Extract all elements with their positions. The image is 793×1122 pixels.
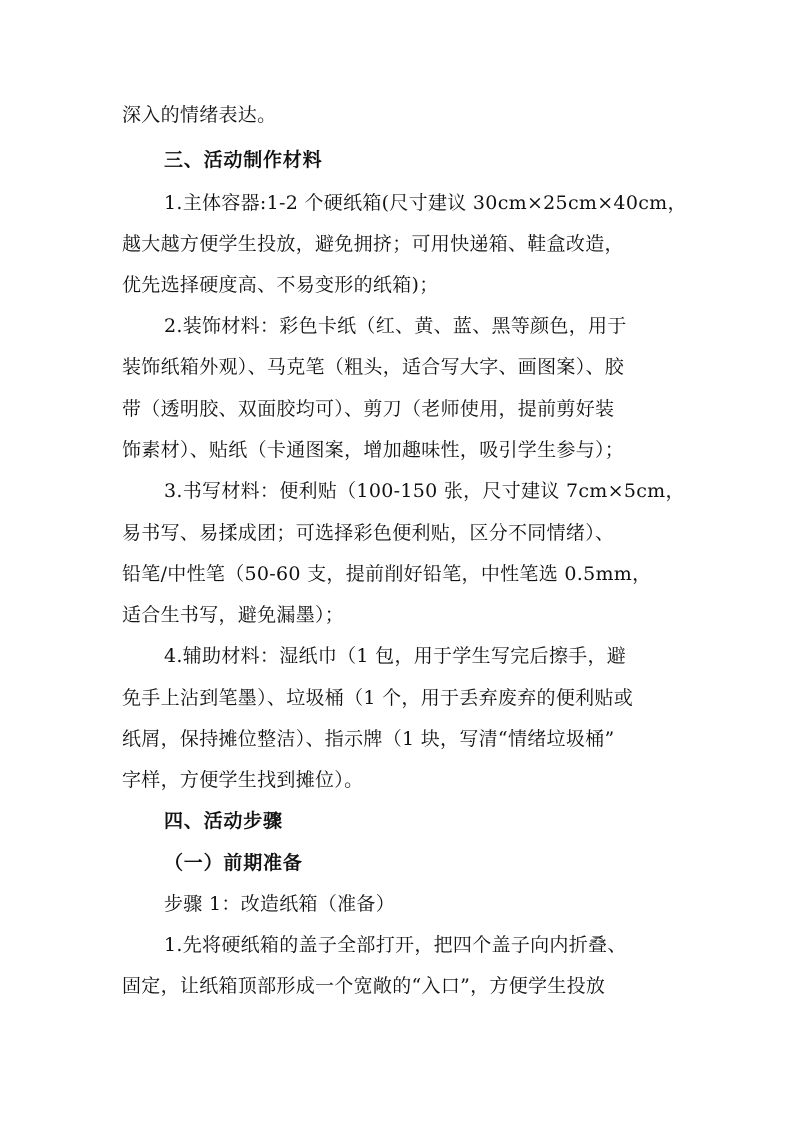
subsection-heading-preparation: （一）前期准备 — [164, 852, 303, 874]
paragraph-line: 越大越方便学生投放，避免拥挤；可用快递箱、鞋盒改造， — [122, 233, 624, 255]
paragraph-line: 4.辅助材料：湿纸巾（1 包，用于学生写完后擦手，避 — [164, 645, 627, 667]
paragraph-line: 字样，方便学生找到摊位）。 — [122, 769, 364, 791]
section-heading-materials: 三、活动制作材料 — [164, 149, 323, 171]
paragraph-line: 饰素材）、贴纸（卡通图案，增加趣味性，吸引学生参与）； — [122, 439, 625, 461]
paragraph-line: 2.装饰材料：彩色卡纸（红、黄、蓝、黑等颜色，用于 — [164, 315, 627, 337]
paragraph-line: 适合生书写，避免漏墨）； — [122, 604, 345, 626]
paragraph-line: 3.书写材料：便利贴（100-150 张，尺寸建议 7cm×5cm， — [164, 480, 685, 502]
paragraph-line: 优先选择硬度高、不易变形的纸箱)； — [122, 274, 439, 296]
paragraph-line: 易书写、易揉成团；可选择彩色便利贴，区分不同情绪）、 — [122, 522, 615, 544]
paragraph-line: 带（透明胶、双面胶均可）、剪刀（老师使用，提前剪好装 — [122, 398, 615, 420]
paragraph-line: 装饰纸箱外观）、马克笔（粗头，适合写大字、画图案）、胶 — [122, 356, 625, 378]
paragraph-line: 1.先将硬纸箱的盖子全部打开，把四个盖子向内折叠、 — [164, 934, 627, 956]
paragraph-line: 纸屑，保持摊位整洁）、指示牌（1 块，写清“情绪垃圾桶” — [122, 728, 615, 750]
section-heading-steps: 四、活动步骤 — [164, 810, 283, 832]
step-title: 步骤 1：改造纸箱（准备） — [164, 893, 396, 915]
paragraph-line: 铅笔/中性笔（50-60 支，提前削好铅笔，中性笔选 0.5mm， — [122, 563, 652, 585]
paragraph-line: 固定，让纸箱顶部形成一个宽敞的“入口”，方便学生投放 — [122, 975, 606, 997]
paragraph-line: 1.主体容器:1-2 个硬纸箱(尺寸建议 30cm×25cm×40cm， — [164, 192, 687, 214]
paragraph-line: 免手上沾到笔墨）、垃圾桶（1 个，用于丢弃废弃的便利贴或 — [122, 687, 634, 709]
paragraph-line: 深入的情绪表达。 — [122, 104, 277, 126]
